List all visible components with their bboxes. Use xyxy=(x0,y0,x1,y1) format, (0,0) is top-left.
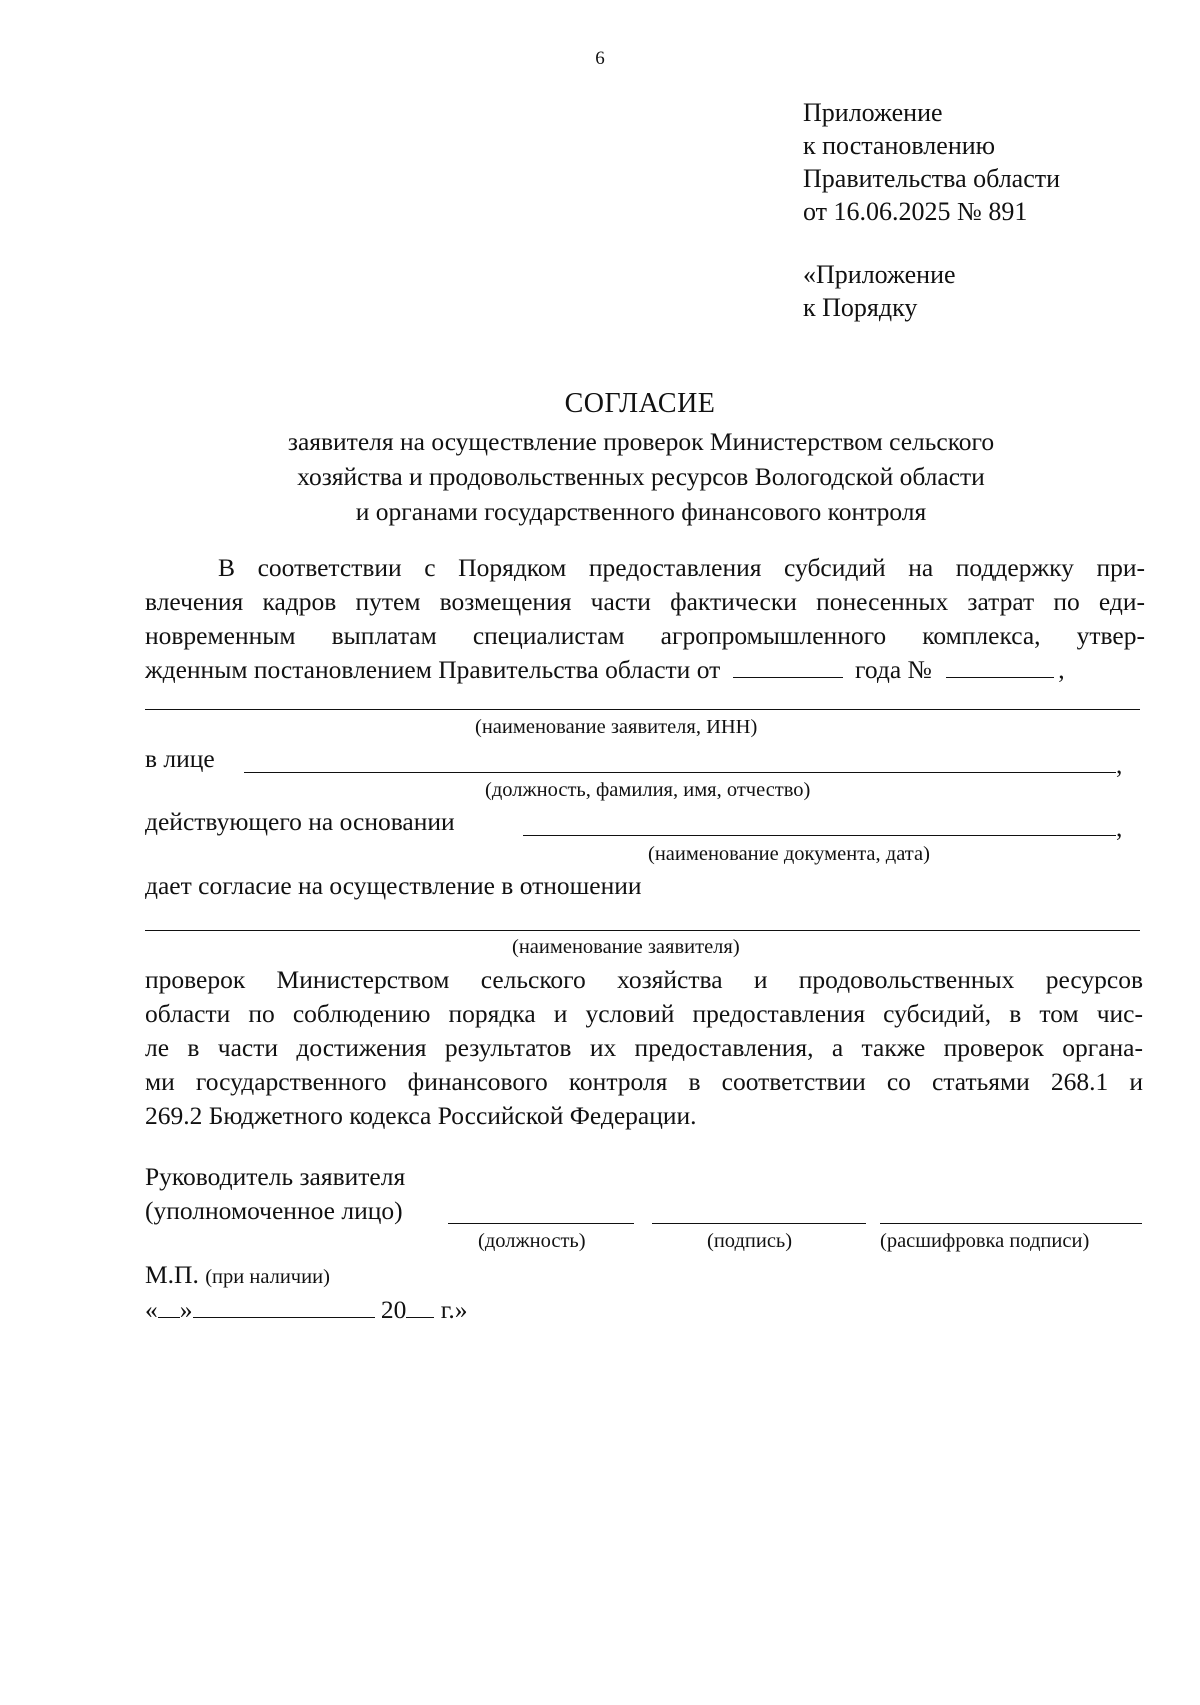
page-number: 6 xyxy=(595,48,605,69)
acting-caption: (наименование документа, дата) xyxy=(648,843,930,865)
intro-line4-text: жденным постановлением Правительства области от xyxy=(145,655,721,684)
date-year-suffix: г.» xyxy=(440,1295,468,1324)
date-open-quote: « xyxy=(145,1295,158,1324)
appendix-order-line: к Порядку xyxy=(803,293,918,322)
consent-line: области по соблюдению порядка и условий предоставления субсидий, в том чис- xyxy=(145,999,1143,1028)
intro-line-last xyxy=(145,653,1145,687)
comma: , xyxy=(1116,750,1123,779)
intro-line: новременным выплатам специалистам агропромышленного комплекса, утвер- xyxy=(145,621,1145,650)
intro-paragraph xyxy=(145,551,1145,687)
intro-line: влечения кадров путем возмещения части фактически понесенных затрат по еди- xyxy=(145,587,1145,616)
comma: , xyxy=(1116,813,1123,842)
subtitle-line: хозяйства и продовольственных ресурсов Вологодской области xyxy=(297,462,985,491)
appendix-header-line: Правительства области xyxy=(803,164,1061,193)
document-title: СОГЛАСИЕ xyxy=(564,388,716,419)
consent-label: дает согласие на осуществление в отношении xyxy=(145,871,642,900)
date-day-blank[interactable] xyxy=(158,1295,180,1318)
appendix-header-line: Приложение xyxy=(803,98,943,127)
stamp-line xyxy=(145,1260,330,1290)
intro-line4-comma: , xyxy=(1058,655,1065,684)
intro-line: В соответствии с Порядком предоставления субсидий на поддержку при- xyxy=(218,553,1145,582)
date-year-blank[interactable] xyxy=(406,1295,434,1318)
decoding-line[interactable] xyxy=(880,1223,1142,1224)
date-month-blank[interactable] xyxy=(193,1295,375,1318)
consent-line: 269.2 Бюджетного кодекса Российской Федерации. xyxy=(145,1101,697,1130)
date-line xyxy=(145,1295,467,1325)
appendix-header-line: от 16.06.2025 № 891 xyxy=(803,197,1028,226)
decree-number-blank[interactable] xyxy=(946,655,1054,678)
stamp-label: М.П. xyxy=(145,1260,199,1289)
acting-basis-line[interactable] xyxy=(523,835,1116,836)
appendix-header xyxy=(803,96,1060,228)
decoding-caption: (расшифровка подписи) xyxy=(880,1230,1090,1252)
in-person-caption: (должность, фамилия, имя, отчество) xyxy=(485,779,811,801)
appendix-order-line: «Приложение xyxy=(803,260,956,289)
decree-date-blank[interactable] xyxy=(733,655,843,678)
subtitle-line: заявителя на осуществление проверок Министерством сельского xyxy=(287,427,995,456)
position-caption: (должность) xyxy=(478,1230,586,1252)
applicant-caption: (наименование заявителя, ИНН) xyxy=(475,716,758,738)
signature-caption: (подпись) xyxy=(707,1230,793,1252)
subtitle-line: и органами государственного финансового контроля xyxy=(355,497,927,526)
applicant-name-line[interactable] xyxy=(145,709,1140,710)
applicant-name-line-2[interactable] xyxy=(145,930,1140,931)
applicant-name-caption: (наименование заявителя) xyxy=(512,936,740,958)
consent-line: проверок Министерством сельского хозяйства и продовольственных ресурсов xyxy=(145,965,1143,994)
in-person-label: в лице xyxy=(145,744,215,773)
appendix-header-line: к постановлению xyxy=(803,131,996,160)
acting-label: действующего на основании xyxy=(145,807,455,836)
signature-line[interactable] xyxy=(652,1223,866,1224)
appendix-order xyxy=(803,258,956,324)
consent-paragraph xyxy=(145,963,1143,1133)
intro-line4-year: года № xyxy=(855,655,932,684)
document-subtitle xyxy=(0,424,1200,529)
authorized-label: (уполномоченное лицо) xyxy=(145,1196,403,1225)
date-close-quote: » xyxy=(179,1295,193,1324)
consent-line: ми государственного финансового контроля в соответствии со статьями 268.1 и xyxy=(145,1067,1143,1096)
in-person-line[interactable] xyxy=(244,772,1116,773)
head-label: Руководитель заявителя xyxy=(145,1162,406,1191)
date-year-prefix: 20 xyxy=(380,1295,407,1324)
consent-line: ле в части достижения результатов их предоставления, а также проверок органа- xyxy=(145,1033,1143,1062)
position-line[interactable] xyxy=(448,1223,634,1224)
stamp-note: (при наличии) xyxy=(205,1266,330,1288)
